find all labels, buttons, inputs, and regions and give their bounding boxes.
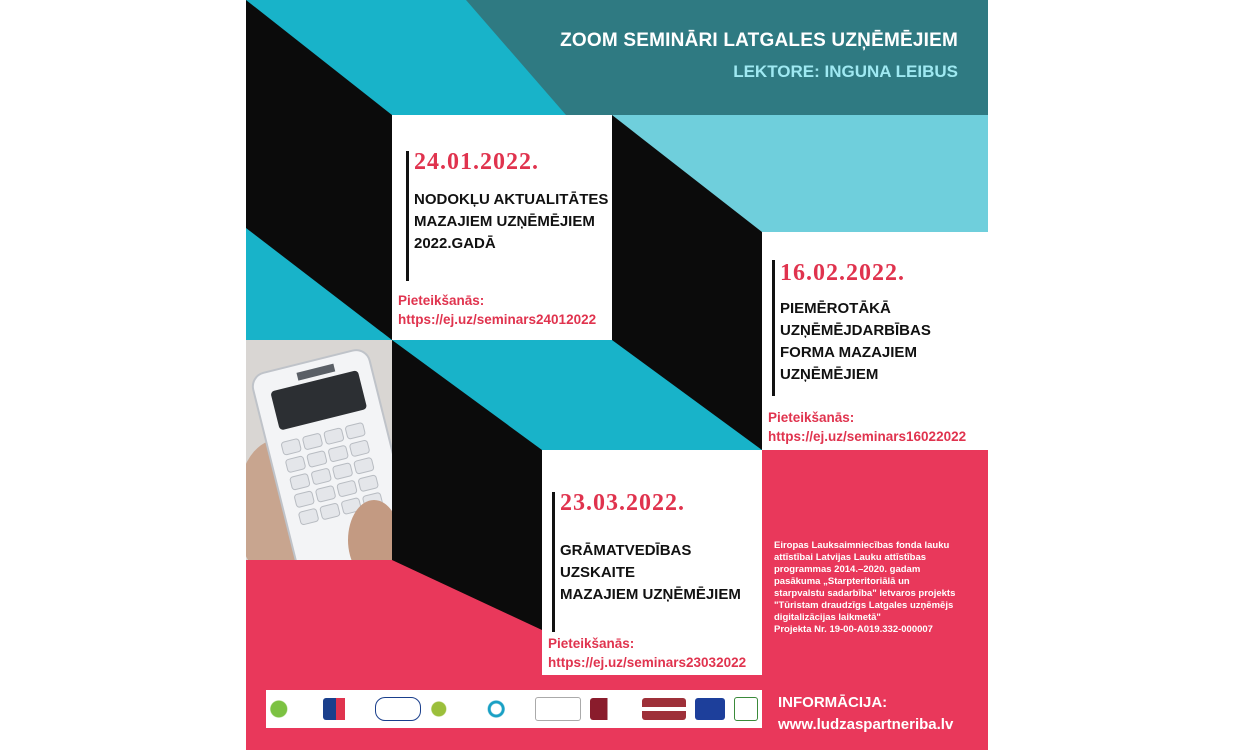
funding-line: Projekta Nr. 19-00-A019.332-000007 [774,624,933,635]
poster-title: ZOOM SEMINĀRI LATGALES UZŅĒMĒJIEM [560,30,958,51]
eu-flag-logo-icon [695,698,725,720]
latvija-flag-logo-icon [642,698,686,720]
seminar-card-2 [762,232,988,450]
ludzas-partneriba-logo-icon [375,697,421,721]
preilu-partneriba-logo-icon [270,698,314,720]
title-line: PIEMĒROTĀKĀ [780,300,891,317]
registration-label: Pieteikšanās: [548,636,635,651]
ludzas-novads-logo-icon [535,697,581,721]
title-line: FORMA MAZAJIEM [780,344,917,361]
registration-3 [548,634,746,672]
funding-line: starpvalstu sadarbība" Ietvaros projekts [774,588,956,599]
seminar-card-1 [392,115,612,340]
info-block [778,692,953,736]
seminar-title-1 [414,189,608,255]
funding-line: pasākuma „Starpteritoriālā un [774,576,910,587]
seminar-title-2 [780,298,931,386]
info-label: INFORMĀCIJA: [778,694,888,711]
partner-logos [266,690,762,728]
title-line: MAZAJIEM UZŅĒMĒJIEM [414,213,595,230]
card-divider [772,260,775,396]
registration-link[interactable]: https://ej.uz/seminars24012022 [398,312,597,327]
header [560,30,958,82]
registration-link[interactable]: https://ej.uz/seminars16022022 [768,429,967,444]
funding-text [774,540,984,636]
lecturer-label: LEKTORE: INGUNA LEIBUS [733,62,958,81]
funding-line: programmas 2014.–2020. gadam [774,564,921,575]
latgale-logo-icon [483,698,527,720]
registration-label: Pieteikšanās: [768,410,855,425]
info-link[interactable]: www.ludzaspartneriba.lv [778,716,954,733]
seminar-date-1: 24.01.2022. [414,149,539,175]
funding-line: "Tūristam draudzīgs Latgales uzņēmējs [774,600,954,611]
funding-line: digitalizācijas laikmetā" [774,612,881,623]
card-divider [552,492,555,632]
card-divider [406,151,409,281]
seminar-date-3: 23.03.2022. [560,490,685,516]
seminar-date-2: 16.02.2022. [780,260,905,286]
title-line: 2022.GADĀ [414,235,496,252]
leader-logo-icon [734,697,758,721]
seminar-card-3 [542,450,762,675]
registration-label: Pieteikšanās: [398,293,485,308]
title-line: MAZAJIEM UZŅĒMĒJIEM [560,586,741,603]
title-line: GRĀMATVEDĪBAS UZSKAITE [560,542,692,581]
poster [246,0,988,750]
registration-1 [398,291,596,329]
seminar-title-3 [560,540,762,606]
rezeknes-partneriba-logo-icon [430,698,474,720]
title-line: UZŅĒMĒJIEM [780,366,879,383]
title-line: UZŅĒMĒJDARBĪBAS [780,322,931,339]
title-line: NODOKĻU AKTUALITĀTES [414,191,609,208]
registration-2 [768,408,966,446]
calculator-illustration [246,340,392,560]
lauku-tikls-logo-icon [590,698,634,720]
registration-link[interactable]: https://ej.uz/seminars23032022 [548,655,747,670]
bkv-logo-icon [323,698,367,720]
calculator-image [246,340,392,560]
funding-line: Eiropas Lauksaimniecības fonda lauku [774,540,950,551]
funding-line: attīstībai Latvijas Lauku attīstības [774,552,927,563]
